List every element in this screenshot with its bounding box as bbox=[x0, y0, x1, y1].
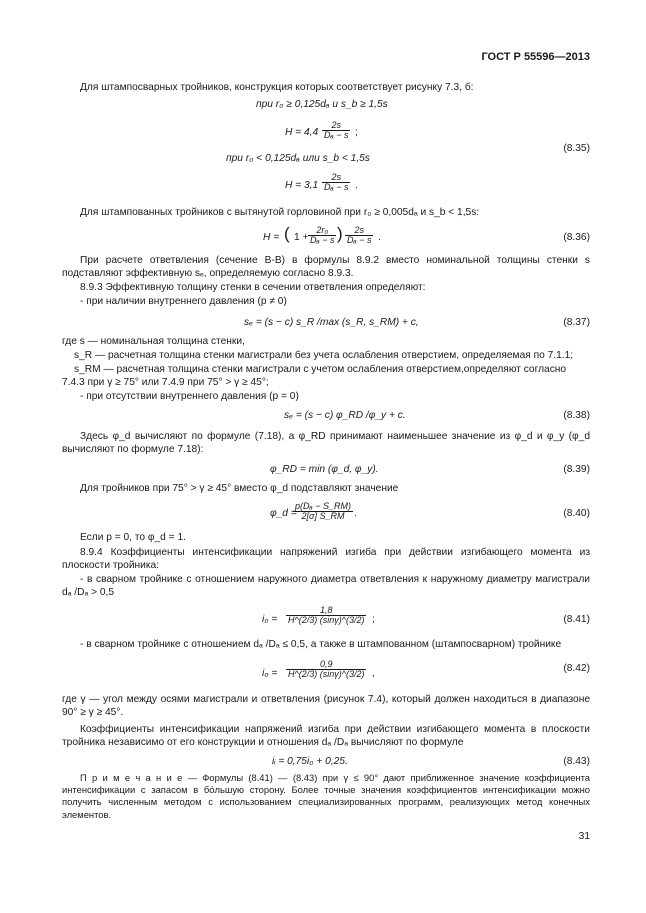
eq1-denominator: Dₐ − s bbox=[324, 130, 349, 141]
where-srm-cont: 7.4.3 при γ ≥ 75° или 7.4.9 при 75° > γ ≥ 45°; bbox=[62, 377, 269, 388]
eq6: φ_RD = min (φ_d, φ_y). bbox=[270, 464, 379, 475]
eq7-numerator: p(Dₐ − S_RM) bbox=[295, 501, 351, 511]
eq3-denominator-2: Dₐ − s bbox=[347, 235, 372, 246]
eq3-fraction-1 bbox=[308, 226, 336, 246]
eq3-lhs: H = bbox=[263, 232, 280, 243]
equation-number-8-37: (8.37) bbox=[563, 317, 590, 328]
eq7-denominator: 2[σ] S_RM bbox=[301, 511, 345, 522]
eq8-numerator: 1,8 bbox=[286, 606, 366, 616]
paragraph-welded-tee-large: - в сварном тройнике с отношением наружного диаметра ответвления к наружному диаметру магистрали dₐ /Dₐ > 0,5 bbox=[62, 574, 590, 599]
eq8-lhs: i₀ = bbox=[262, 614, 278, 625]
eq2-numerator: 2s bbox=[322, 173, 350, 183]
paragraph-branch-calculation: При расчете ответвления (сечение B-B) в формулы 8.9.2 вместо номинальной толщины стенки s подставляют эффективную sₑ, определяемую согласно 8.9.3. bbox=[62, 255, 590, 280]
equation-number-8-41: (8.41) bbox=[563, 614, 590, 625]
document-header-code: ГОСТ Р 55596—2013 bbox=[481, 51, 590, 63]
paragraph-no-pressure: - при отсутствии внутреннего давления (p = 0) bbox=[80, 391, 299, 402]
eq2-denominator: Dₐ − s bbox=[324, 182, 349, 193]
eq3-one: 1 + bbox=[294, 232, 309, 243]
paragraph-stamped-tee: Для штампованных тройников с вытянутой горловиной при r₀ ≥ 0,005dₐ и s_b < 1,5s: bbox=[80, 207, 480, 218]
equation-number-8-36: (8.36) bbox=[563, 232, 590, 243]
eq1-numerator: 2s bbox=[322, 121, 350, 131]
paragraph-gamma-definition: где γ — угол между осями магистрали и ответвления (рисунок 7.4), который должен находиться в диапазоне 90° ≥ γ ≥ 45°. bbox=[62, 694, 590, 719]
eq2-tail: . bbox=[355, 180, 358, 191]
eq3-paren-close: ) bbox=[337, 224, 343, 243]
condition-1: при r₀ ≥ 0,125dₐ и s_b ≥ 1,5s bbox=[256, 99, 388, 110]
paragraph-8-9-4: 8.9.4 Коэффициенты интенсификации напряжений изгиба при действии изгибающего момента из плоскости тройника: bbox=[62, 547, 590, 572]
equation-number-8-40: (8.40) bbox=[563, 508, 590, 519]
eq7-lhs: φ_d = bbox=[270, 508, 297, 519]
note-block: П р и м е ч а н и е — Формулы (8.41) — (8.43) при γ ≤ 90° дают приближенное значение коэффициента интенсификации с запасом в бо́льшую сторону. Более точные значения коэффициентов интенсификации можно получить численным методом с использованием специализированных программ, реализующих метод конечных элементов. bbox=[62, 772, 590, 820]
eq3-tail: . bbox=[378, 232, 381, 243]
eq9-numerator: 0,9 bbox=[286, 660, 366, 670]
eq2-lhs: H = 3,1 bbox=[285, 180, 319, 191]
equation-number-8-39: (8.39) bbox=[563, 464, 590, 475]
where-s: где s — номинальная толщина стенки, bbox=[62, 336, 245, 347]
where-srm: s_RM — расчетная толщина стенки магистрали с учетом ослабления отверстием,определяют согласно bbox=[74, 364, 567, 375]
eq5: sₑ = (s − c) φ_RD /φ_y + c. bbox=[284, 410, 406, 421]
page-number: 31 bbox=[578, 831, 590, 842]
equation-number-8-43: (8.43) bbox=[563, 756, 590, 767]
paragraph-phi-d: Здесь φ_d вычисляют по формуле (7.18), а φ_RD принимают наименьшее значение из φ_d и φ_y (φ_d вычисляют по формуле 7.18): bbox=[62, 431, 590, 456]
eq9-tail: , bbox=[372, 668, 375, 679]
paragraph-stamp-welded: Для штампосварных тройников, конструкция которых соответствует рисунку 7.3, б: bbox=[80, 82, 474, 93]
eq8-fraction bbox=[286, 606, 366, 626]
eq9-lhs: i₀ = bbox=[262, 668, 278, 679]
eq8-denominator: H^(2/3) (sinγ)^(3/2) bbox=[288, 615, 365, 626]
eq1-tail: ; bbox=[355, 127, 358, 138]
eq7-fraction bbox=[293, 502, 353, 522]
eq1-lhs: H = 4,4 bbox=[285, 127, 319, 138]
equation-number-8-38: (8.38) bbox=[563, 410, 590, 421]
condition-2: при r₀ < 0,125dₐ или s_b < 1,5s bbox=[226, 153, 370, 164]
equation-number-8-35: (8.35) bbox=[563, 143, 590, 154]
where-sr: s_R — расчетная толщина стенки магистрали без учета ослабления отверстием, определяемая по 7.1.1; bbox=[74, 350, 574, 361]
eq4: sₑ = (s − c) s_R /max (s_R, s_RM) + c, bbox=[244, 317, 419, 328]
eq9-fraction bbox=[286, 660, 366, 680]
eq3-paren-open: ( bbox=[284, 224, 290, 243]
paragraph-tees-angle: Для тройников при 75° > γ ≥ 45° вместо φ_d подставляют значение bbox=[80, 483, 399, 494]
paragraph-in-plane: Коэффициенты интенсификации напряжений изгиба при действии изгибающего момента в плоскости тройника независимо от его конструкции и отношения dₐ /Dₐ вычисляют по формуле bbox=[62, 724, 590, 749]
eq7-tail: . bbox=[354, 508, 357, 519]
paragraph-with-pressure: - при наличии внутреннего давления (p ≠ 0) bbox=[80, 296, 287, 307]
paragraph-8-9-3: 8.9.3 Эффективную толщину стенки в сечении ответвления определяют: bbox=[80, 282, 426, 293]
eq3-fraction-2 bbox=[345, 226, 373, 246]
equation-number-8-42: (8.42) bbox=[563, 663, 590, 674]
eq9-denominator: H^(2/3) (sinγ)^(3/2) bbox=[288, 669, 365, 680]
paragraph-welded-tee-small: - в сварном тройнике с отношением dₐ /Dₐ ≤ 0,5, а также в штампованном (штампосварном) тройнике bbox=[80, 639, 562, 650]
eq3-denominator-1: Dₐ − s bbox=[310, 235, 335, 246]
paragraph-if-p-zero: Если p = 0, то φ_d = 1. bbox=[80, 532, 186, 543]
eq3-numerator-2: 2s bbox=[345, 226, 373, 236]
eq1-fraction bbox=[322, 121, 350, 141]
eq3-numerator-1: 2r₀ bbox=[308, 226, 336, 236]
eq2-fraction bbox=[322, 173, 350, 193]
eq10: iᵢ = 0,75i₀ + 0,25. bbox=[272, 756, 348, 767]
eq8-tail: ; bbox=[372, 614, 375, 625]
